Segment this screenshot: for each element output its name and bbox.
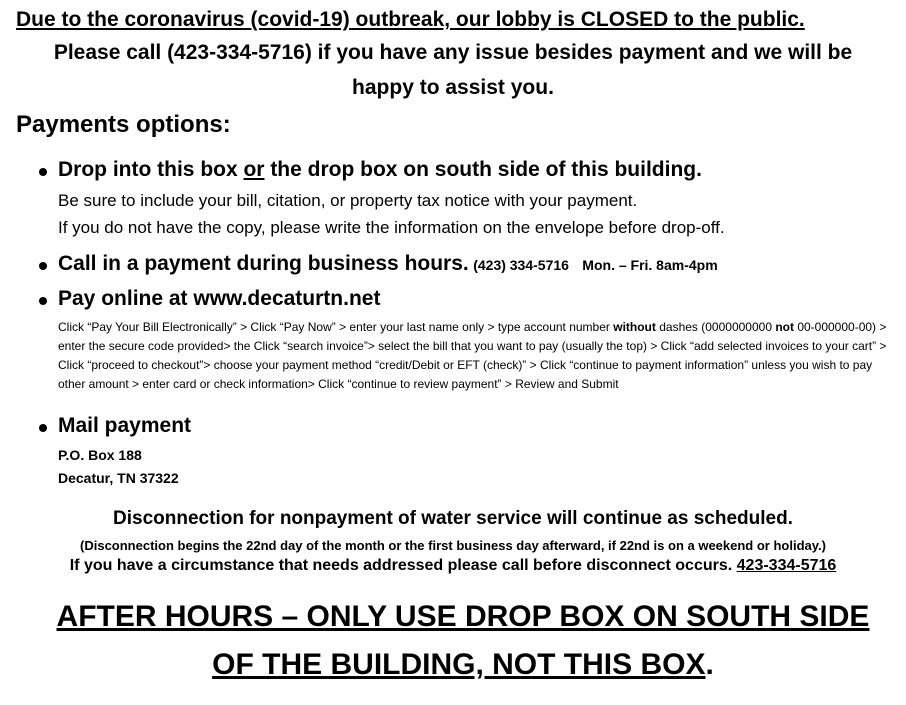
online-instructions-without: without (613, 320, 656, 334)
dropbox-heading-or: or (243, 158, 265, 181)
dropbox-instruction-1: Be sure to include your bill, citation, or property tax notice with your payment. (58, 191, 638, 210)
after-hours-warning-text: OF THE BUILDING, NOT THIS BOX (212, 648, 706, 681)
phone-number: (423) 334-5716 (473, 257, 569, 273)
disconnection-title: Disconnection for nonpayment of water service will continue as scheduled. (113, 508, 793, 529)
online-instructions-part3: 00-000000-00) > enter the secure code provided> the Click “search invoice”> select the bill that you want to pay (usually the top) > Click “add selected invoices to your cart” > Click “proceed to checkout”> choose your payment method “credit/Debit or EFT (check)” > Click “continue to payment information” unless you wish to pay other amount > enter card or check information> Click “continue to review payment” > Review and Submit (58, 320, 887, 391)
online-option-heading: Pay online at www.decaturtn.net (58, 287, 381, 310)
mail-address-line-1: P.O. Box 188 (58, 447, 142, 463)
disconnection-call-text: If you have a circumstance that needs addressed please call before disconnect occurs. (69, 557, 737, 574)
disconnection-note: (Disconnection begins the 22nd day of the month or the first business day afterward, if 22nd is on a weekend or holiday.) (80, 538, 826, 553)
online-instructions-not: not (775, 320, 794, 334)
bullet-icon (39, 297, 47, 305)
after-hours-warning-line-1: AFTER HOURS – ONLY USE DROP BOX ON SOUTH SIDE (56, 600, 870, 633)
phone-option-title: Call in a payment during business hours. (58, 252, 469, 275)
mail-address-line-2: Decatur, TN 37322 (58, 470, 179, 486)
disconnection-call-number: 423-334-5716 (736, 557, 837, 574)
closure-notice-line: Due to the coronavirus (covid-19) outbreak, our lobby is CLOSED to the public. (16, 8, 805, 31)
online-instructions-part1: Click “Pay Your Bill Electronically” > Click “Pay Now” > enter your last name only > type account number (58, 320, 614, 334)
dropbox-option-heading (58, 158, 702, 182)
after-hours-warning-period: . (705, 648, 714, 681)
after-hours-warning-line-2 (0, 648, 906, 682)
business-hours: Mon. – Fri. 8am-4pm (582, 257, 718, 273)
online-instructions (58, 318, 888, 394)
bullet-icon (39, 168, 47, 176)
disconnection-call (0, 557, 906, 575)
mail-option-heading: Mail payment (58, 414, 192, 437)
dropbox-instruction-2: If you do not have the copy, please write the information on the envelope before drop-off. (58, 218, 725, 237)
bullet-icon (39, 424, 47, 432)
call-notice-line: Please call (423-334-5716) if you have any issue besides payment and we will be (53, 41, 853, 64)
online-instructions-part2: dashes (0000000000 (655, 320, 776, 334)
dropbox-heading-part1: Drop into this box (58, 158, 244, 181)
payment-options-title: Payments options: (16, 111, 231, 138)
bullet-icon (39, 262, 47, 270)
phone-option-heading (58, 252, 718, 276)
dropbox-heading-part2: the drop box on south side of this building. (264, 158, 702, 181)
call-notice-line-continued: happy to assist you. (352, 76, 554, 99)
